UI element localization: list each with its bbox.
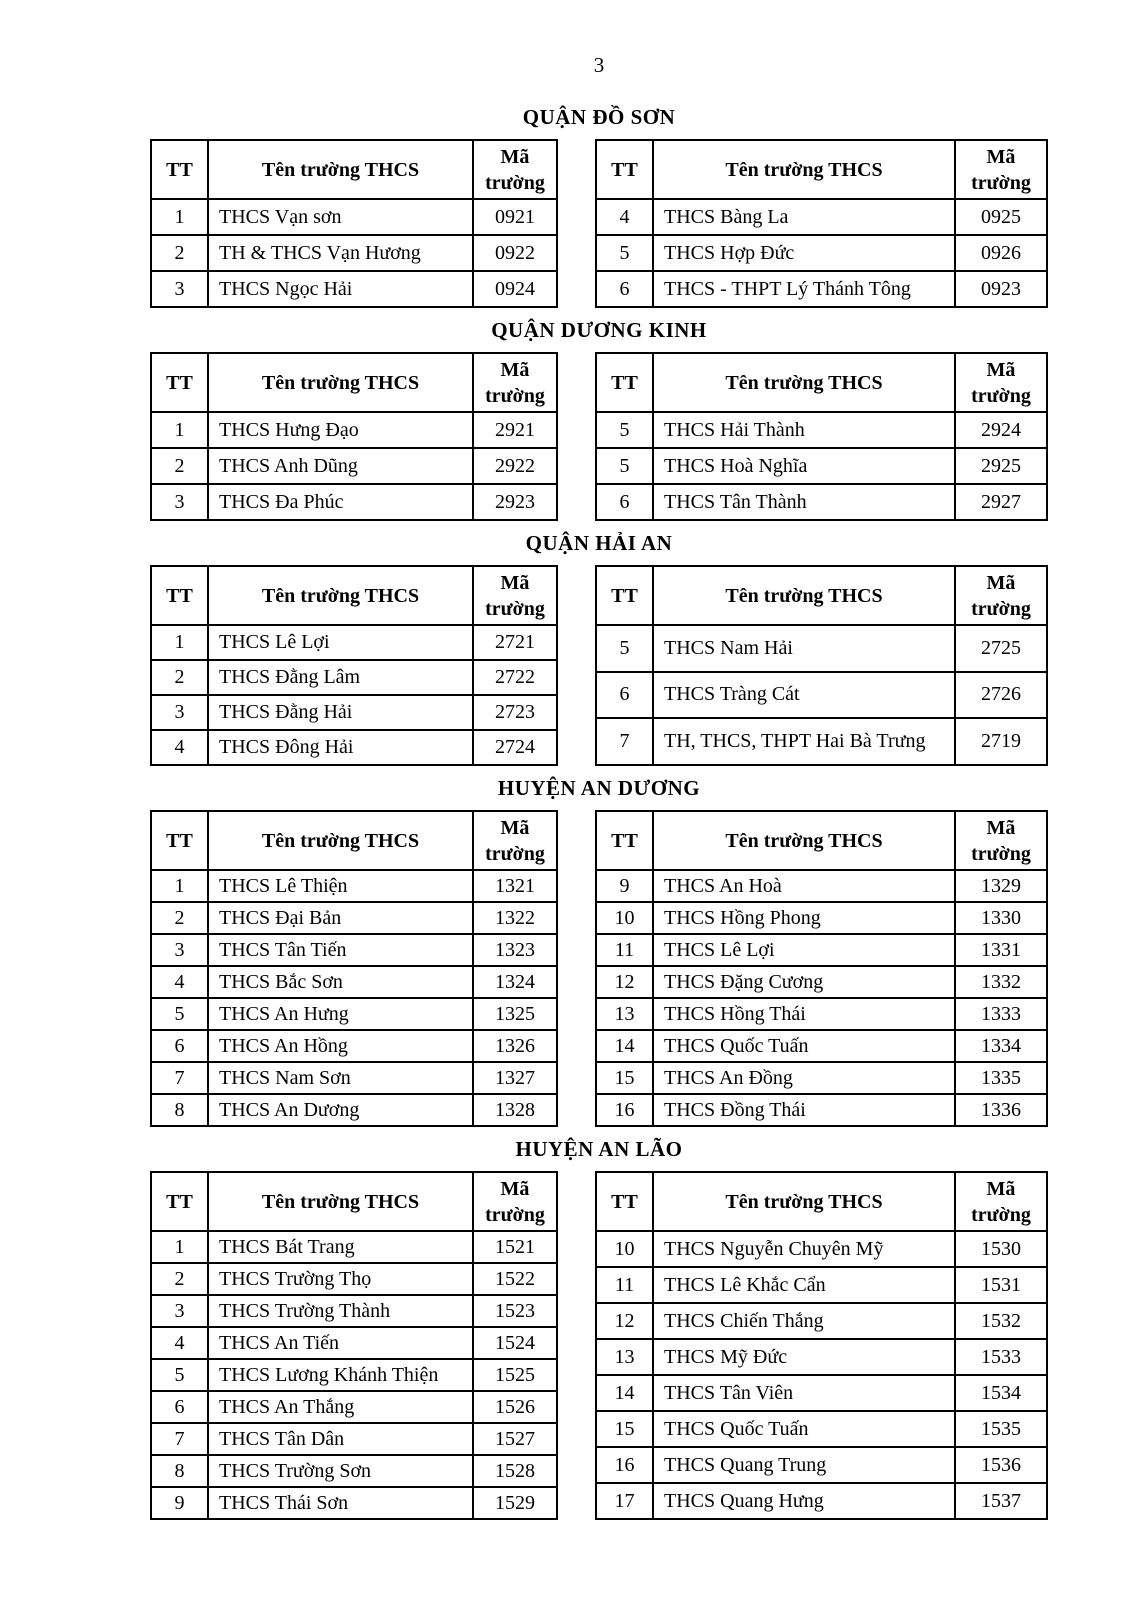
school-name-cell: THCS Vạn sơn xyxy=(208,199,473,235)
table-body xyxy=(151,199,557,307)
school-row xyxy=(596,1030,1047,1062)
school-row xyxy=(596,199,1047,235)
school-name-cell: THCS Quang Trung xyxy=(653,1447,955,1483)
header-row xyxy=(151,566,557,625)
school-name-cell: THCS Tràng Cát xyxy=(653,672,955,719)
header-code: Mã trường xyxy=(955,140,1047,199)
school-name-cell: THCS Đằng Lâm xyxy=(208,660,473,695)
school-row xyxy=(596,1094,1047,1126)
school-index-cell: 7 xyxy=(151,1423,208,1455)
school-name-cell: THCS An Dương xyxy=(208,1094,473,1126)
school-row xyxy=(596,271,1047,307)
school-row xyxy=(596,1062,1047,1094)
school-name-cell: THCS Hồng Thái xyxy=(653,998,955,1030)
school-index-cell: 1 xyxy=(151,1231,208,1263)
school-name-cell: THCS Hoà Nghĩa xyxy=(653,448,955,484)
district-section xyxy=(0,104,1130,308)
school-name-cell: THCS Trường Thọ xyxy=(208,1263,473,1295)
school-code-cell: 1335 xyxy=(955,1062,1047,1094)
school-index-cell: 6 xyxy=(596,672,653,719)
school-name-cell: THCS Quốc Tuấn xyxy=(653,1411,955,1447)
school-code-cell: 2927 xyxy=(955,484,1047,520)
school-index-cell: 2 xyxy=(151,448,208,484)
school-index-cell: 10 xyxy=(596,902,653,934)
school-index-cell: 12 xyxy=(596,966,653,998)
table-body xyxy=(151,412,557,520)
school-code-cell: 1534 xyxy=(955,1375,1047,1411)
header-tt: TT xyxy=(596,353,653,412)
school-name-cell: THCS An Tiến xyxy=(208,1327,473,1359)
school-row xyxy=(596,1483,1047,1519)
school-name-cell: THCS Quốc Tuấn xyxy=(653,1030,955,1062)
school-index-cell: 8 xyxy=(151,1455,208,1487)
school-index-cell: 3 xyxy=(151,695,208,730)
school-code-cell: 2722 xyxy=(473,660,557,695)
header-tt: TT xyxy=(596,811,653,870)
school-index-cell: 2 xyxy=(151,1263,208,1295)
school-row xyxy=(596,870,1047,902)
school-table-right xyxy=(595,139,1048,308)
school-row xyxy=(151,902,557,934)
school-name-cell: THCS Đặng Cương xyxy=(653,966,955,998)
school-code-cell: 1528 xyxy=(473,1455,557,1487)
section-title: HUYỆN AN DƯƠNG xyxy=(497,776,701,800)
school-code-cell: 1521 xyxy=(473,1231,557,1263)
school-row xyxy=(151,966,557,998)
table-body xyxy=(596,870,1047,1126)
school-index-cell: 1 xyxy=(151,870,208,902)
section-tables xyxy=(150,139,1130,308)
school-index-cell: 2 xyxy=(151,660,208,695)
school-table-right xyxy=(595,810,1048,1127)
school-code-cell: 1535 xyxy=(955,1411,1047,1447)
school-name-cell: THCS Tân Dân xyxy=(208,1423,473,1455)
school-row xyxy=(596,1303,1047,1339)
school-index-cell: 3 xyxy=(151,271,208,307)
table-header xyxy=(151,566,557,625)
school-index-cell: 4 xyxy=(151,966,208,998)
school-name-cell: THCS Trường Thành xyxy=(208,1295,473,1327)
school-name-cell: THCS An Hưng xyxy=(208,998,473,1030)
school-index-cell: 16 xyxy=(596,1094,653,1126)
table-header xyxy=(596,566,1047,625)
school-table-left xyxy=(150,810,558,1127)
school-code-cell: 1333 xyxy=(955,998,1047,1030)
header-tt: TT xyxy=(596,140,653,199)
school-index-cell: 9 xyxy=(596,870,653,902)
school-index-cell: 5 xyxy=(596,625,653,672)
school-index-cell: 2 xyxy=(151,235,208,271)
school-name-cell: THCS Lê Khắc Cẩn xyxy=(653,1267,955,1303)
school-code-cell: 2719 xyxy=(955,718,1047,765)
table-header xyxy=(151,353,557,412)
school-code-cell: 1328 xyxy=(473,1094,557,1126)
table-header xyxy=(596,811,1047,870)
school-index-cell: 13 xyxy=(596,998,653,1030)
school-row xyxy=(596,625,1047,672)
school-name-cell: THCS Hồng Phong xyxy=(653,902,955,934)
header-tt: TT xyxy=(151,811,208,870)
school-row xyxy=(151,1455,557,1487)
school-name-cell: THCS An Hoà xyxy=(653,870,955,902)
table-body xyxy=(596,625,1047,765)
header-name: Tên trường THCS xyxy=(208,1172,473,1231)
school-row xyxy=(151,625,557,660)
school-index-cell: 4 xyxy=(151,1327,208,1359)
school-row xyxy=(151,1359,557,1391)
table-body xyxy=(596,1231,1047,1519)
section-title: QUẬN HẢI AN xyxy=(525,531,673,555)
school-row xyxy=(151,199,557,235)
section-title: QUẬN DƯƠNG KINH xyxy=(491,318,707,342)
school-index-cell: 6 xyxy=(151,1391,208,1423)
school-code-cell: 1325 xyxy=(473,998,557,1030)
school-table-right xyxy=(595,565,1048,766)
school-index-cell: 11 xyxy=(596,1267,653,1303)
school-name-cell: THCS - THPT Lý Thánh Tông xyxy=(653,271,955,307)
school-index-cell: 7 xyxy=(596,718,653,765)
table-body xyxy=(151,870,557,1126)
school-name-cell: THCS Bắc Sơn xyxy=(208,966,473,998)
school-name-cell: THCS Lê Lợi xyxy=(208,625,473,660)
school-name-cell: THCS Hải Thành xyxy=(653,412,955,448)
page-number: 3 xyxy=(593,53,605,77)
school-row xyxy=(596,1411,1047,1447)
school-row xyxy=(596,672,1047,719)
school-index-cell: 5 xyxy=(151,1359,208,1391)
header-name: Tên trường THCS xyxy=(208,353,473,412)
school-row xyxy=(151,1263,557,1295)
school-index-cell: 17 xyxy=(596,1483,653,1519)
school-code-cell: 0925 xyxy=(955,199,1047,235)
header-code: Mã trường xyxy=(955,566,1047,625)
school-row xyxy=(596,998,1047,1030)
school-code-cell: 1334 xyxy=(955,1030,1047,1062)
school-index-cell: 1 xyxy=(151,412,208,448)
school-name-cell: THCS Chiến Thắng xyxy=(653,1303,955,1339)
school-index-cell: 7 xyxy=(151,1062,208,1094)
school-code-cell: 2924 xyxy=(955,412,1047,448)
header-name: Tên trường THCS xyxy=(653,1172,955,1231)
header-tt: TT xyxy=(596,1172,653,1231)
school-code-cell: 1537 xyxy=(955,1483,1047,1519)
school-row xyxy=(151,1327,557,1359)
header-code: Mã trường xyxy=(473,353,557,412)
school-code-cell: 0923 xyxy=(955,271,1047,307)
school-index-cell: 12 xyxy=(596,1303,653,1339)
school-row xyxy=(596,1447,1047,1483)
school-row xyxy=(151,1423,557,1455)
school-row xyxy=(596,1339,1047,1375)
school-index-cell: 5 xyxy=(596,412,653,448)
school-index-cell: 9 xyxy=(151,1487,208,1519)
school-code-cell: 1533 xyxy=(955,1339,1047,1375)
header-tt: TT xyxy=(151,353,208,412)
table-header xyxy=(596,1172,1047,1231)
district-section xyxy=(0,1136,1130,1520)
school-code-cell: 2721 xyxy=(473,625,557,660)
school-code-cell: 1532 xyxy=(955,1303,1047,1339)
school-code-cell: 2725 xyxy=(955,625,1047,672)
school-code-cell: 0924 xyxy=(473,271,557,307)
school-index-cell: 8 xyxy=(151,1094,208,1126)
school-row xyxy=(151,870,557,902)
school-code-cell: 1321 xyxy=(473,870,557,902)
school-table-left xyxy=(150,352,558,521)
header-code: Mã trường xyxy=(955,353,1047,412)
header-name: Tên trường THCS xyxy=(653,140,955,199)
school-name-cell: THCS Thái Sơn xyxy=(208,1487,473,1519)
table-body xyxy=(596,412,1047,520)
header-name: Tên trường THCS xyxy=(208,811,473,870)
school-code-cell: 1531 xyxy=(955,1267,1047,1303)
school-name-cell: THCS Hợp Đức xyxy=(653,235,955,271)
school-code-cell: 2921 xyxy=(473,412,557,448)
header-tt: TT xyxy=(151,140,208,199)
school-name-cell: THCS Đại Bản xyxy=(208,902,473,934)
school-row xyxy=(596,412,1047,448)
school-row xyxy=(596,1375,1047,1411)
school-row xyxy=(151,695,557,730)
school-row xyxy=(596,902,1047,934)
school-row xyxy=(151,1487,557,1519)
school-index-cell: 3 xyxy=(151,1295,208,1327)
school-index-cell: 14 xyxy=(596,1030,653,1062)
school-index-cell: 4 xyxy=(151,730,208,765)
header-tt: TT xyxy=(151,1172,208,1231)
table-header xyxy=(596,353,1047,412)
school-name-cell: THCS Quang Hưng xyxy=(653,1483,955,1519)
school-code-cell: 1323 xyxy=(473,934,557,966)
school-row xyxy=(596,235,1047,271)
school-name-cell: THCS Đằng Hải xyxy=(208,695,473,730)
school-code-cell: 1329 xyxy=(955,870,1047,902)
school-table-left xyxy=(150,565,558,766)
school-row xyxy=(151,484,557,520)
school-name-cell: THCS Lê Lợi xyxy=(653,934,955,966)
table-body xyxy=(151,1231,557,1519)
header-code: Mã trường xyxy=(473,566,557,625)
header-row xyxy=(596,353,1047,412)
header-code: Mã trường xyxy=(955,1172,1047,1231)
school-row xyxy=(151,1391,557,1423)
section-title: HUYỆN AN LÃO xyxy=(515,1137,683,1161)
school-row xyxy=(596,934,1047,966)
school-code-cell: 2723 xyxy=(473,695,557,730)
school-code-cell: 2726 xyxy=(955,672,1047,719)
school-row xyxy=(596,1231,1047,1267)
school-name-cell: THCS Anh Dũng xyxy=(208,448,473,484)
table-header xyxy=(151,811,557,870)
header-name: Tên trường THCS xyxy=(208,140,473,199)
school-row xyxy=(151,271,557,307)
table-body xyxy=(151,625,557,765)
school-name-cell: THCS An Hồng xyxy=(208,1030,473,1062)
header-name: Tên trường THCS xyxy=(208,566,473,625)
school-code-cell: 1527 xyxy=(473,1423,557,1455)
school-row xyxy=(151,235,557,271)
header-code: Mã trường xyxy=(473,1172,557,1231)
school-index-cell: 10 xyxy=(596,1231,653,1267)
school-code-cell: 1526 xyxy=(473,1391,557,1423)
school-row xyxy=(596,1267,1047,1303)
school-name-cell: THCS Nam Sơn xyxy=(208,1062,473,1094)
school-row xyxy=(151,934,557,966)
school-index-cell: 1 xyxy=(151,199,208,235)
school-table-right xyxy=(595,352,1048,521)
school-index-cell: 14 xyxy=(596,1375,653,1411)
school-code-cell: 2922 xyxy=(473,448,557,484)
district-section xyxy=(0,530,1130,766)
school-name-cell: THCS Ngọc Hải xyxy=(208,271,473,307)
school-code-cell: 2925 xyxy=(955,448,1047,484)
school-name-cell: THCS An Đồng xyxy=(653,1062,955,1094)
section-tables xyxy=(150,1171,1130,1520)
header-row xyxy=(151,353,557,412)
district-section xyxy=(0,775,1130,1127)
district-section xyxy=(0,317,1130,521)
school-row xyxy=(596,966,1047,998)
school-row xyxy=(151,1094,557,1126)
school-index-cell: 13 xyxy=(596,1339,653,1375)
school-name-cell: THCS Đông Hải xyxy=(208,730,473,765)
school-code-cell: 1331 xyxy=(955,934,1047,966)
school-name-cell: TH & THCS Vạn Hương xyxy=(208,235,473,271)
school-code-cell: 1332 xyxy=(955,966,1047,998)
school-code-cell: 1524 xyxy=(473,1327,557,1359)
school-code-cell: 1529 xyxy=(473,1487,557,1519)
school-code-cell: 1523 xyxy=(473,1295,557,1327)
header-row xyxy=(151,811,557,870)
school-name-cell: THCS Nam Hải xyxy=(653,625,955,672)
school-code-cell: 1326 xyxy=(473,1030,557,1062)
school-name-cell: THCS Hưng Đạo xyxy=(208,412,473,448)
school-index-cell: 5 xyxy=(151,998,208,1030)
header-code: Mã trường xyxy=(473,811,557,870)
school-name-cell: THCS Nguyễn Chuyên Mỹ xyxy=(653,1231,955,1267)
school-code-cell: 0922 xyxy=(473,235,557,271)
school-name-cell: THCS Lương Khánh Thiện xyxy=(208,1359,473,1391)
school-name-cell: TH, THCS, THPT Hai Bà Trưng xyxy=(653,718,955,765)
header-row xyxy=(151,140,557,199)
header-row xyxy=(596,140,1047,199)
school-index-cell: 3 xyxy=(151,934,208,966)
school-index-cell: 3 xyxy=(151,484,208,520)
school-code-cell: 1522 xyxy=(473,1263,557,1295)
school-index-cell: 5 xyxy=(596,448,653,484)
school-row xyxy=(151,1231,557,1263)
header-row xyxy=(596,566,1047,625)
school-index-cell: 11 xyxy=(596,934,653,966)
school-name-cell: THCS Bát Trang xyxy=(208,1231,473,1263)
school-index-cell: 6 xyxy=(151,1030,208,1062)
section-tables xyxy=(150,565,1130,766)
table-header xyxy=(596,140,1047,199)
school-index-cell: 15 xyxy=(596,1062,653,1094)
school-row xyxy=(596,718,1047,765)
school-index-cell: 16 xyxy=(596,1447,653,1483)
school-row xyxy=(151,448,557,484)
school-row xyxy=(151,998,557,1030)
header-row xyxy=(596,811,1047,870)
school-name-cell: THCS Tân Viên xyxy=(653,1375,955,1411)
header-code: Mã trường xyxy=(473,140,557,199)
school-code-cell: 0926 xyxy=(955,235,1047,271)
school-index-cell: 15 xyxy=(596,1411,653,1447)
school-name-cell: THCS An Thắng xyxy=(208,1391,473,1423)
school-row xyxy=(151,1062,557,1094)
school-row xyxy=(151,1295,557,1327)
school-index-cell: 1 xyxy=(151,625,208,660)
school-index-cell: 4 xyxy=(596,199,653,235)
school-row xyxy=(151,412,557,448)
school-code-cell: 1536 xyxy=(955,1447,1047,1483)
section-title: QUẬN ĐỒ SƠN xyxy=(522,105,676,129)
school-index-cell: 2 xyxy=(151,902,208,934)
school-code-cell: 1324 xyxy=(473,966,557,998)
section-tables xyxy=(150,352,1130,521)
school-name-cell: THCS Lê Thiện xyxy=(208,870,473,902)
header-tt: TT xyxy=(596,566,653,625)
school-code-cell: 1327 xyxy=(473,1062,557,1094)
school-row xyxy=(596,484,1047,520)
school-index-cell: 6 xyxy=(596,271,653,307)
sections-container xyxy=(0,104,1130,1520)
table-header xyxy=(151,1172,557,1231)
header-row xyxy=(596,1172,1047,1231)
school-index-cell: 5 xyxy=(596,235,653,271)
school-name-cell: THCS Trường Sơn xyxy=(208,1455,473,1487)
school-code-cell: 2724 xyxy=(473,730,557,765)
school-table-left xyxy=(150,139,558,308)
school-row xyxy=(151,1030,557,1062)
school-code-cell: 2923 xyxy=(473,484,557,520)
school-code-cell: 1530 xyxy=(955,1231,1047,1267)
header-name: Tên trường THCS xyxy=(653,566,955,625)
school-code-cell: 0921 xyxy=(473,199,557,235)
school-name-cell: THCS Đồng Thái xyxy=(653,1094,955,1126)
school-name-cell: THCS Tân Tiến xyxy=(208,934,473,966)
school-table-left xyxy=(150,1171,558,1520)
school-row xyxy=(596,448,1047,484)
school-name-cell: THCS Tân Thành xyxy=(653,484,955,520)
header-name: Tên trường THCS xyxy=(653,811,955,870)
school-code-cell: 1330 xyxy=(955,902,1047,934)
header-code: Mã trường xyxy=(955,811,1047,870)
school-code-cell: 1336 xyxy=(955,1094,1047,1126)
school-name-cell: THCS Mỹ Đức xyxy=(653,1339,955,1375)
school-code-cell: 1525 xyxy=(473,1359,557,1391)
table-header xyxy=(151,140,557,199)
section-tables xyxy=(150,810,1130,1127)
school-code-cell: 1322 xyxy=(473,902,557,934)
header-name: Tên trường THCS xyxy=(653,353,955,412)
table-body xyxy=(596,199,1047,307)
header-row xyxy=(151,1172,557,1231)
school-table-right xyxy=(595,1171,1048,1520)
school-name-cell: THCS Bàng La xyxy=(653,199,955,235)
school-name-cell: THCS Đa Phúc xyxy=(208,484,473,520)
school-row xyxy=(151,730,557,765)
header-tt: TT xyxy=(151,566,208,625)
school-row xyxy=(151,660,557,695)
school-index-cell: 6 xyxy=(596,484,653,520)
